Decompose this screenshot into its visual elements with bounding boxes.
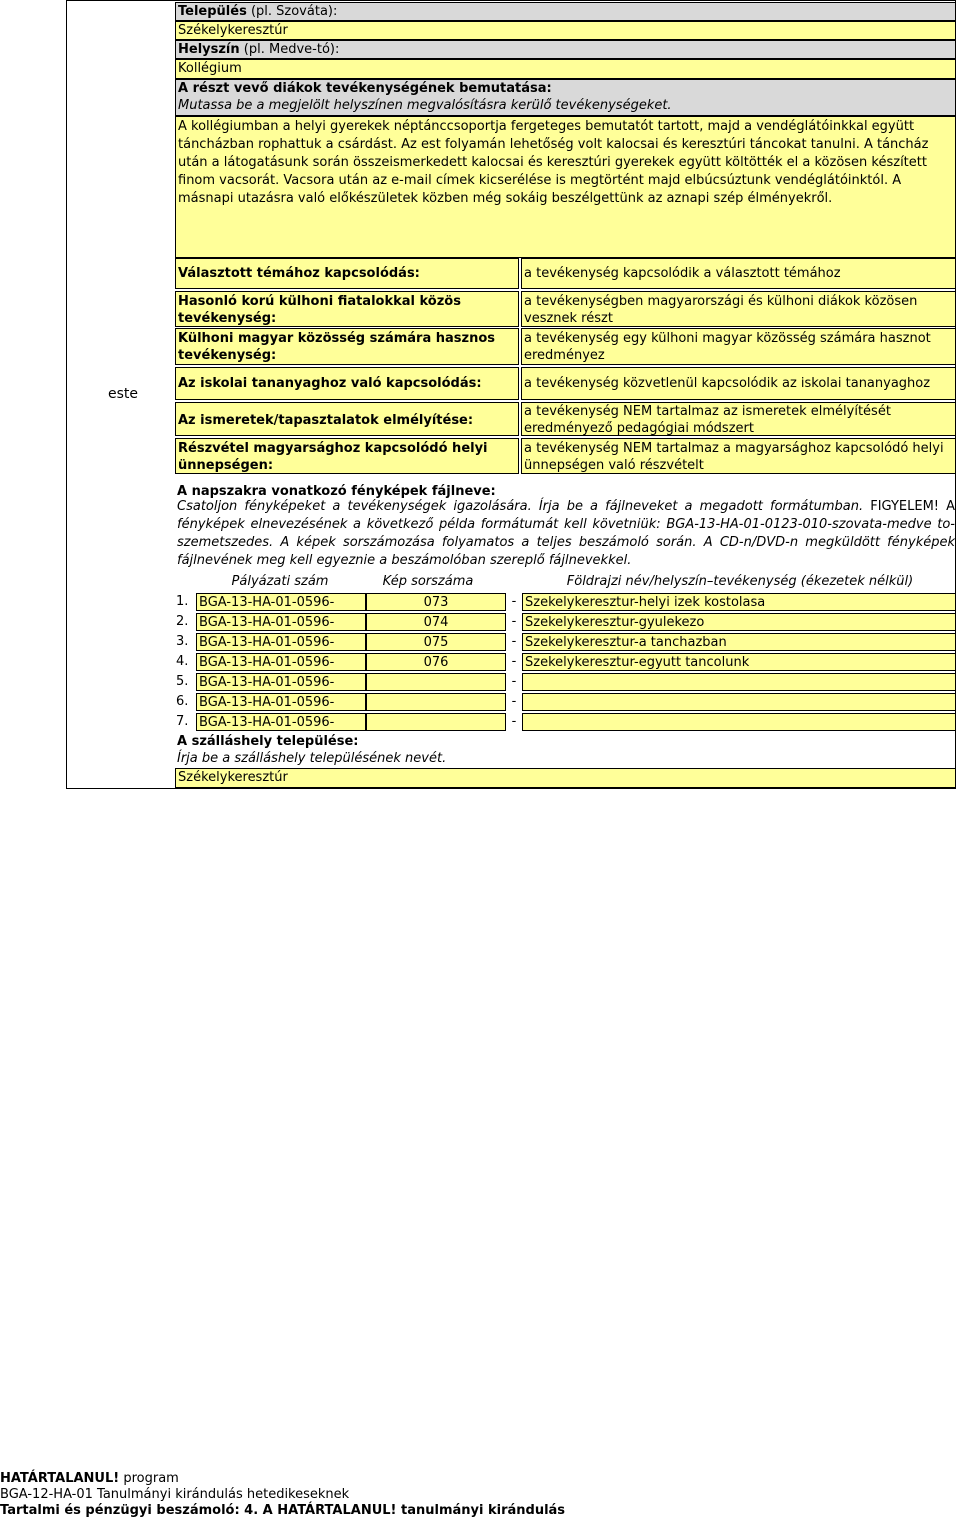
location-hint: (pl. Medve-tó): <box>243 42 340 57</box>
footer-line-2: BGA-12-HA-01 Tanulmányi kirándulás hetedikeseknek <box>0 1487 350 1502</box>
criteria-label-2: Hasonló korú külhoni fiatalokkal közös tevékenység: <box>175 291 519 327</box>
photos-heading: A napszakra vonatkozó fényképek fájlneve: <box>177 484 496 499</box>
criteria-value-3[interactable]: a tevékenység egy külhoni magyar közösség számára hasznot eredményez <box>521 328 956 365</box>
criteria-value-5[interactable]: a tevékenység NEM tartalmaz az ismeretek elmélyítését eredményező pedagógiai módszert <box>521 402 956 436</box>
activity-instruction: Mutassa be a megjelölt helyszínen megvalósításra kerülő tevékenységeket. <box>178 98 672 113</box>
location-label-row <box>175 40 956 59</box>
criteria-value-1[interactable]: a tevékenység kapcsolódik a választott témához <box>521 258 956 289</box>
location-label: Helyszín <box>178 42 240 57</box>
criteria-value-2[interactable]: a tevékenységben magyarországi és külhoni diákok közösen vesznek részt <box>521 291 956 327</box>
accommodation-value: Székelykeresztúr <box>178 770 288 785</box>
criteria-label-5: Az ismeretek/tapasztalatok elmélyítése: <box>175 402 519 436</box>
footer-line-3: Tartalmi és pénzügyi beszámoló: 4. A HATÁRTALANUL! tanulmányi kirándulás <box>0 1503 566 1518</box>
settlement-field[interactable] <box>175 21 956 40</box>
photos-col-location: Földrajzi név/helyszín–tevékenység (ékezetek nélkül) <box>566 574 914 589</box>
settlement-label-row <box>175 2 956 21</box>
activity-heading: A részt vevő diákok tevékenységének bemutatása: <box>178 81 552 96</box>
criteria-value-4[interactable]: a tevékenység közvetlenül kapcsolódik az iskolai tananyaghoz <box>521 367 956 400</box>
criteria-label-1: Választott témához kapcsolódás: <box>175 258 519 289</box>
activity-textarea[interactable] <box>175 116 956 258</box>
photos-col-application: Pályázati szám <box>231 574 329 589</box>
settlement-label: Település <box>178 4 247 19</box>
time-of-day-label: este <box>108 386 139 402</box>
accommodation-field[interactable] <box>175 768 956 788</box>
photos-instruction: Csatoljon fényképeket a tevékenységek igazolására. Írja be a fájlneveket a megadott formátumban. FIGYELEM! A fényképek elnevezésének a következő példa formátumát kell követniük: BGA-13-HA-01-0123-010-szovata-medve to-szemetszedes. A képek sorszámozása folyamatos a teljes beszámoló során. A CD-n/DVD-n megküldött fényképek fájlnevének meg kell egyeznie a beszámolóban szereplő fájlnevekkel. <box>177 499 955 568</box>
settlement-value: Székelykeresztúr <box>178 23 288 38</box>
photos-col-image-number: Kép sorszáma <box>382 574 474 589</box>
activity-header <box>175 79 956 116</box>
activity-text: A kollégiumban a helyi gyerekek néptánccsoportja fergeteges bemutatót tartott, majd a vendéglátóinkkal együtt táncházban rophattuk a csárdást. Az est folyamán lehetőség volt kalocsai és keresztúri táncokat tanulni. A táncház után a látogatásunk során összeismerkedett kalocsai és keresztúri gyerekek együtt költötték el a közösen készített finom vacsorát. Vacsora után az e-mail címek kicserélése is megtörtént majd elbúcsúztunk vendéglátóinktól. A másnapi utazásra való előkészületek közben még sokáig beszélgettünk az aznapi szép élményekről. <box>178 119 929 206</box>
criteria-value-6[interactable]: a tevékenység NEM tartalmaz a magyarsághoz kapcsolódó helyi ünnepségen való részvételt <box>521 438 956 474</box>
accommodation-instruction: Írja be a szálláshely településének nevét. <box>177 751 447 766</box>
location-value: Kollégium <box>178 61 242 76</box>
location-field[interactable] <box>175 59 956 79</box>
criteria-label-4: Az iskolai tananyaghoz való kapcsolódás: <box>175 367 519 400</box>
footer-line-1: HATÁRTALANUL! program <box>0 1471 179 1486</box>
accommodation-heading: A szálláshely települése: <box>177 734 359 749</box>
settlement-hint: (pl. Szováta): <box>250 4 338 19</box>
criteria-label-6: Részvétel magyarsághoz kapcsolódó helyi ünnepségen: <box>175 438 519 474</box>
criteria-label-3: Külhoni magyar közösség számára hasznos tevékenység: <box>175 328 519 365</box>
